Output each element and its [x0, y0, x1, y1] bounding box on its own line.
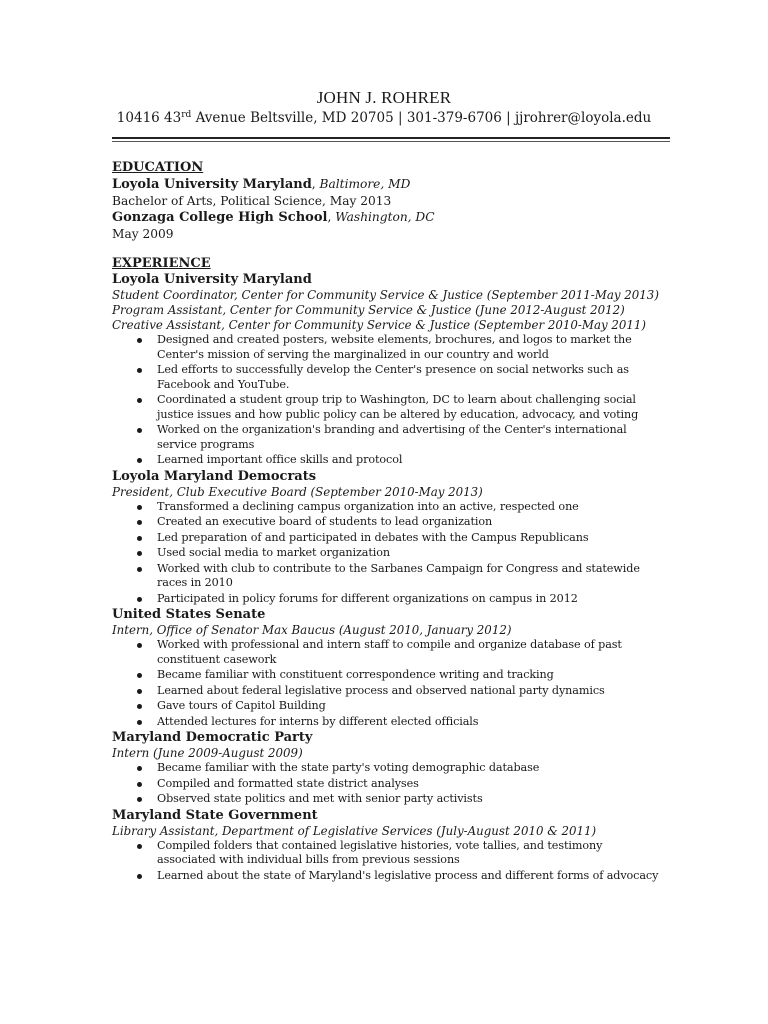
bullet-dot-icon — [137, 643, 142, 648]
resume-body — [112, 160, 672, 884]
bullet-dot-icon — [137, 673, 142, 678]
bullet-item: Worked on the organization's branding and advertising of the Center's international service programs — [112, 423, 672, 452]
bullet-dot-icon — [137, 797, 142, 802]
bullet-dot-icon — [137, 567, 142, 572]
bullet-dot-icon — [137, 766, 142, 771]
degree-detail: May 2009 — [112, 227, 174, 241]
resume-name: JOHN J. ROHRER — [316, 88, 452, 107]
experience-entry — [112, 730, 672, 807]
role-title: Intern (June 2009-August 2009) — [112, 746, 303, 760]
bullet-item: Led efforts to successfully develop the Center's presence on social networks such as Facebook and YouTube. — [112, 363, 672, 392]
bullet-item: Led preparation of and participated in debates with the Campus Republicans — [112, 531, 672, 546]
education-heading: EDUCATION — [112, 160, 204, 175]
bullet-dot-icon — [137, 720, 142, 725]
bullet-dot-icon — [137, 505, 142, 510]
bullet-item: Learned about federal legislative process and observed national party dynamics — [112, 684, 672, 699]
bullet-dot-icon — [137, 597, 142, 602]
education-entry — [112, 176, 672, 209]
experience-heading: EXPERIENCE — [112, 256, 211, 271]
bullet-dot-icon — [137, 782, 142, 787]
org-name: Loyola Maryland Democrats — [112, 468, 317, 484]
org-name: Loyola University Maryland — [112, 272, 312, 287]
address-prefix: 10416 43 — [116, 110, 182, 126]
bullet-list — [112, 761, 672, 807]
bullet-item: Transformed a declining campus organization into an active, respected one — [112, 500, 672, 515]
school-sep: , — [327, 210, 336, 224]
bullet-item: Created an executive board of students to lead organization — [112, 515, 672, 530]
bullet-dot-icon — [137, 536, 142, 541]
bullet-item: Worked with club to contribute to the Sarbanes Campaign for Congress and statewide races in 2010 — [112, 562, 672, 591]
bullet-list — [112, 638, 672, 729]
bullet-dot-icon — [137, 338, 142, 343]
experience-entry — [112, 808, 672, 884]
school-name: Gonzaga College High School — [112, 210, 328, 225]
experience-entry — [112, 469, 672, 607]
org-name: Maryland State Government — [112, 807, 318, 823]
degree-detail: Bachelor of Arts, Political Science, May 2013 — [112, 194, 392, 208]
bullet-list — [112, 500, 672, 607]
role-title: Intern, Office of Senator Max Baucus (August 2010, January 2012) — [112, 623, 512, 637]
bullet-item: Coordinated a student group trip to Washington, DC to learn about challenging social justice issues and how public policy can be altered by education, advocacy, and voting — [112, 393, 672, 422]
bullet-item: Became familiar with the state party's voting demographic database — [112, 761, 672, 776]
bullet-item: Compiled folders that contained legislative histories, vote tallies, and testimony associated with individual bills from previous sessions — [112, 839, 672, 868]
bullet-dot-icon — [137, 428, 142, 433]
bullet-item: Participated in policy forums for different organizations on campus in 2012 — [112, 592, 672, 607]
bullet-dot-icon — [137, 520, 142, 525]
address-rest: Avenue Beltsville, MD 20705 | 301-379-6706 | jjrohrer@loyola.edu — [191, 110, 652, 126]
bullet-list — [112, 839, 672, 884]
school-sep: , — [311, 177, 320, 191]
bullet-item: Compiled and formatted state district analyses — [112, 777, 672, 792]
contact-line — [0, 110, 768, 126]
role-title: Student Coordinator, Center for Community Service & Justice (September 2011-May 2013) — [112, 288, 659, 302]
org-name: United States Senate — [112, 607, 266, 622]
role-title: Library Assistant, Department of Legislative Services (July-August 2010 & 2011) — [112, 823, 597, 838]
bullet-dot-icon — [137, 689, 142, 694]
bullet-item: Learned about the state of Maryland's legislative process and different forms of advocacy — [112, 869, 672, 884]
bullet-dot-icon — [137, 398, 142, 403]
school-name: Loyola University Maryland — [112, 177, 312, 192]
education-entry — [112, 209, 672, 242]
bullet-dot-icon — [137, 458, 142, 463]
bullet-item: Attended lectures for interns by different elected officials — [112, 715, 672, 730]
bullet-item: Observed state politics and met with senior party activists — [112, 792, 672, 807]
role-title: Program Assistant, Center for Community Service & Justice (June 2012-August 2012) — [112, 303, 625, 317]
header-rule-thin — [112, 141, 670, 142]
bullet-dot-icon — [137, 844, 142, 849]
school-location: Baltimore, MD — [319, 177, 411, 191]
org-name: Maryland Democratic Party — [112, 730, 313, 745]
bullet-item: Learned important office skills and protocol — [112, 453, 672, 468]
role-title: President, Club Executive Board (September 2010-May 2013) — [112, 484, 483, 499]
bullet-item: Gave tours of Capitol Building — [112, 699, 672, 714]
bullet-dot-icon — [137, 704, 142, 709]
bullet-item: Worked with professional and intern staff to compile and organize database of past constituent casework — [112, 638, 672, 667]
role-title: Creative Assistant, Center for Community Service & Justice (September 2010-May 2011) — [112, 318, 647, 332]
bullet-item: Used social media to market organization — [112, 546, 672, 561]
bullet-list — [112, 333, 672, 468]
bullet-dot-icon — [137, 551, 142, 556]
address-ordinal: rd — [181, 110, 192, 120]
school-location: Washington, DC — [335, 210, 435, 224]
bullet-item: Designed and created posters, website elements, brochures, and logos to market the Center's mission of serving the marginalized in our country and world — [112, 333, 672, 362]
header-rule-thick — [112, 137, 670, 139]
bullet-dot-icon — [137, 368, 142, 373]
bullet-dot-icon — [137, 874, 142, 879]
experience-entry — [112, 272, 672, 468]
experience-entry — [112, 607, 672, 729]
bullet-item: Became familiar with constituent correspondence writing and tracking — [112, 668, 672, 683]
